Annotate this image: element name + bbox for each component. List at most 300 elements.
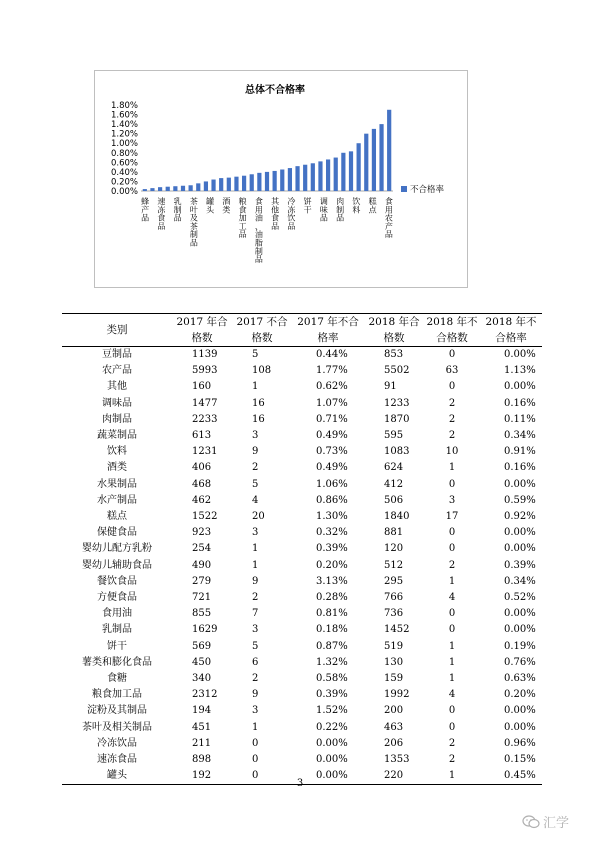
value-cell: 1233 xyxy=(384,397,410,409)
bar xyxy=(204,181,208,191)
table-row xyxy=(62,444,542,460)
column-header-line: 类别 xyxy=(106,324,128,336)
column-header xyxy=(62,314,172,347)
value-cell: 1.32% xyxy=(316,656,348,668)
bar xyxy=(357,143,361,191)
value-cell: 0.91% xyxy=(504,446,536,458)
table-row xyxy=(62,412,542,428)
category-label: 饮料 xyxy=(352,197,361,215)
bar xyxy=(318,161,322,191)
value-cell: 63 xyxy=(445,365,459,377)
bar xyxy=(311,163,315,191)
y-tick-label: 0.80% xyxy=(110,148,138,159)
bar xyxy=(166,187,170,191)
value-cell: 1 xyxy=(448,640,456,652)
value-cell: 1.07% xyxy=(316,397,348,409)
category-cell: 乳制品 xyxy=(102,624,132,636)
value-cell: 0 xyxy=(448,478,456,490)
value-cell: 450 xyxy=(192,656,212,668)
value-cell: 0 xyxy=(252,754,259,766)
value-cell: 5 xyxy=(252,640,259,652)
legend-swatch xyxy=(401,186,407,192)
value-cell: 923 xyxy=(192,527,212,539)
bar xyxy=(196,183,200,191)
value-cell: 1.77% xyxy=(316,365,348,377)
bar xyxy=(349,151,353,191)
category-cell: 保健食品 xyxy=(97,527,137,539)
bar xyxy=(341,153,345,191)
bar xyxy=(150,188,154,191)
value-cell: 0.00% xyxy=(504,381,536,393)
value-cell: 0.32% xyxy=(316,527,348,539)
column-header-line: 2018 年不 xyxy=(485,316,537,328)
value-cell: 0 xyxy=(448,624,456,636)
category-cell: 水产制品 xyxy=(97,494,137,506)
y-tick-label: 1.60% xyxy=(110,110,138,121)
value-cell: 766 xyxy=(384,592,404,604)
value-cell: 853 xyxy=(384,349,404,360)
category-label: 食用油、油脂制品 xyxy=(254,197,263,265)
category-cell: 其他 xyxy=(107,381,127,393)
value-cell: 206 xyxy=(384,737,404,749)
value-cell: 490 xyxy=(192,559,212,571)
category-cell: 餐饮食品 xyxy=(97,575,137,587)
category-cell: 蔬菜制品 xyxy=(97,430,137,442)
value-cell: 569 xyxy=(192,640,212,652)
value-cell: 0.59% xyxy=(504,494,536,506)
value-cell: 159 xyxy=(384,673,404,685)
value-cell: 0.62% xyxy=(316,381,348,393)
table-row xyxy=(62,720,542,736)
table-row xyxy=(62,493,542,509)
value-cell: 10 xyxy=(445,446,459,458)
value-cell: 1840 xyxy=(384,511,410,523)
bar xyxy=(211,180,215,191)
table-row xyxy=(62,622,542,638)
bar xyxy=(173,186,177,191)
value-cell: 0.00% xyxy=(504,478,536,490)
value-cell: 1.13% xyxy=(504,365,536,377)
category-label: 其他食品 xyxy=(271,197,280,231)
bar xyxy=(334,158,338,191)
bar xyxy=(257,173,261,191)
column-header xyxy=(424,314,480,347)
category-label: 肉制品 xyxy=(336,197,345,223)
category-cell: 糕点 xyxy=(107,511,127,523)
table-row xyxy=(62,558,542,574)
bar xyxy=(280,170,284,192)
category-cell: 饼干 xyxy=(107,640,127,652)
category-label: 饼干 xyxy=(303,197,312,215)
value-cell: 254 xyxy=(192,543,212,555)
value-cell: 0.63% xyxy=(504,673,536,685)
category-label: 乳制品 xyxy=(173,197,182,223)
value-cell: 1139 xyxy=(192,349,218,360)
bar xyxy=(387,110,391,191)
value-cell: 130 xyxy=(384,656,404,668)
value-cell: 4 xyxy=(448,689,456,701)
value-cell: 0.15% xyxy=(504,754,536,766)
y-tick-label: 0.20% xyxy=(110,177,138,188)
value-cell: 736 xyxy=(384,608,404,620)
value-cell: 7 xyxy=(252,608,259,620)
value-cell: 506 xyxy=(384,494,404,506)
bar xyxy=(326,159,330,191)
table-row xyxy=(62,525,542,541)
value-cell: 1477 xyxy=(192,397,218,409)
value-cell: 0.00% xyxy=(504,608,536,620)
value-cell: 120 xyxy=(384,543,404,555)
table-row xyxy=(62,574,542,590)
category-cell: 饮料 xyxy=(107,446,127,458)
value-cell: 295 xyxy=(384,575,404,587)
value-cell: 412 xyxy=(384,478,404,490)
value-cell: 16 xyxy=(252,397,265,409)
value-cell: 3 xyxy=(252,527,259,539)
table-row xyxy=(62,509,542,525)
value-cell: 0 xyxy=(448,527,456,539)
value-cell: 192 xyxy=(172,768,232,785)
category-label: 冷冻饮品 xyxy=(287,197,296,231)
watermark xyxy=(522,812,569,831)
value-cell: 0.34% xyxy=(504,430,536,442)
value-cell: 0.39% xyxy=(504,559,536,571)
category-cell: 食用油 xyxy=(102,608,132,620)
value-cell: 624 xyxy=(384,462,404,474)
value-cell: 1 xyxy=(448,656,456,668)
value-cell: 1.06% xyxy=(316,478,348,490)
value-cell: 1 xyxy=(252,381,259,393)
bar xyxy=(219,178,223,191)
value-cell: 2 xyxy=(448,737,456,749)
table-row xyxy=(62,639,542,655)
value-cell: 9 xyxy=(252,689,259,701)
value-cell: 462 xyxy=(192,494,212,506)
value-cell: 2 xyxy=(448,430,456,442)
value-cell: 0.00% xyxy=(316,754,348,766)
table-row xyxy=(62,477,542,493)
value-cell: 1629 xyxy=(192,624,218,636)
value-cell: 5502 xyxy=(384,365,410,377)
category-cell: 速冻食品 xyxy=(97,754,137,766)
value-cell: 0.00% xyxy=(504,349,536,360)
table-header-row xyxy=(62,314,542,347)
category-cell: 淀粉及其制品 xyxy=(87,705,147,717)
category-label: 糕点 xyxy=(368,197,377,215)
value-cell: 0.16% xyxy=(504,397,536,409)
value-cell: 0.11% xyxy=(504,413,536,425)
value-cell: 9 xyxy=(252,575,259,587)
value-cell: 160 xyxy=(192,381,212,393)
category-cell: 茶叶及相关制品 xyxy=(82,721,152,733)
category-label: 罐头 xyxy=(206,197,215,215)
bar xyxy=(372,129,376,191)
value-cell: 0.58% xyxy=(316,673,348,685)
category-cell: 冷冻饮品 xyxy=(97,737,137,749)
column-header xyxy=(232,314,292,347)
value-cell: 0.28% xyxy=(316,592,348,604)
value-cell: 0.00% xyxy=(292,768,364,785)
value-cell: 0.39% xyxy=(316,689,348,701)
value-cell: 1992 xyxy=(384,689,410,701)
bar-chart xyxy=(95,71,469,289)
bar xyxy=(288,168,292,191)
value-cell: 3.13% xyxy=(316,575,348,587)
column-header xyxy=(172,314,232,347)
value-cell: 451 xyxy=(192,721,212,733)
value-cell: 0.00% xyxy=(504,543,536,555)
value-cell: 3 xyxy=(252,430,259,442)
column-header-line: 合格率 xyxy=(495,332,527,344)
column-header-line: 2018 年合 xyxy=(368,316,420,328)
bar xyxy=(234,177,238,191)
bar xyxy=(273,171,277,191)
y-tick-label: 1.20% xyxy=(110,129,138,140)
category-cell: 水果制品 xyxy=(97,478,137,490)
value-cell: 0.00% xyxy=(504,721,536,733)
table-row xyxy=(62,396,542,412)
bar xyxy=(379,124,383,191)
value-cell: 0.19% xyxy=(504,640,536,652)
column-header xyxy=(364,314,424,347)
value-cell: 0.52% xyxy=(504,592,536,604)
table-row xyxy=(62,460,542,476)
data-table xyxy=(62,313,542,785)
value-cell: 2 xyxy=(252,462,259,474)
value-cell: 17 xyxy=(445,511,459,523)
value-cell: 0 xyxy=(448,381,456,393)
value-cell: 0 xyxy=(448,721,456,733)
column-header xyxy=(292,314,364,347)
bar xyxy=(265,172,269,191)
value-cell: 0.87% xyxy=(316,640,348,652)
value-cell: 0.39% xyxy=(316,543,348,555)
value-cell: 211 xyxy=(192,737,212,749)
table-row xyxy=(62,687,542,703)
value-cell: 0.20% xyxy=(316,559,348,571)
value-cell: 0.00% xyxy=(316,737,348,749)
category-label: 调味品 xyxy=(319,197,328,223)
value-cell: 468 xyxy=(192,478,212,490)
value-cell: 1 xyxy=(424,768,480,785)
value-cell: 0.96% xyxy=(504,737,536,749)
category-cell: 罐头 xyxy=(62,768,172,785)
category-cell: 薯类和膨化食品 xyxy=(82,656,152,668)
value-cell: 0.71% xyxy=(316,413,348,425)
value-cell: 406 xyxy=(192,462,212,474)
value-cell: 0 xyxy=(448,543,456,555)
value-cell: 0.45% xyxy=(480,768,542,785)
value-cell: 519 xyxy=(384,640,404,652)
category-cell: 农产品 xyxy=(102,365,132,377)
value-cell: 16 xyxy=(252,413,265,425)
value-cell: 2 xyxy=(448,397,456,409)
category-cell: 食糖 xyxy=(107,673,127,685)
value-cell: 4 xyxy=(448,592,456,604)
bar xyxy=(158,187,162,191)
value-cell: 2 xyxy=(448,413,456,425)
category-cell: 方便食品 xyxy=(97,592,137,604)
bar xyxy=(364,134,368,191)
value-cell: 1 xyxy=(252,721,259,733)
value-cell: 721 xyxy=(192,592,212,604)
value-cell: 0.76% xyxy=(504,656,536,668)
bar xyxy=(189,185,193,191)
value-cell: 0.49% xyxy=(316,462,348,474)
category-label: 茶叶及茶制品 xyxy=(189,197,198,248)
table-row xyxy=(62,590,542,606)
category-label: 速冻食品 xyxy=(157,197,166,231)
value-cell: 1 xyxy=(448,575,456,587)
table-row xyxy=(62,363,542,379)
table-row xyxy=(62,655,542,671)
column-header-line: 合格数 xyxy=(436,332,468,344)
value-cell: 2 xyxy=(252,592,259,604)
data-table-wrap xyxy=(62,313,542,785)
bar xyxy=(250,174,254,191)
value-cell: 1231 xyxy=(192,446,218,458)
category-label: 粮食加工品 xyxy=(238,197,247,240)
bar xyxy=(295,166,299,191)
value-cell: 9 xyxy=(252,446,259,458)
table-row xyxy=(62,752,542,768)
value-cell: 220 xyxy=(364,768,424,785)
wechat-icon xyxy=(522,815,540,829)
category-cell: 酒类 xyxy=(107,462,127,474)
value-cell: 0 xyxy=(448,705,456,717)
column-header xyxy=(480,314,542,347)
y-tick-label: 1.40% xyxy=(110,120,138,131)
value-cell: 0 xyxy=(232,768,292,785)
value-cell: 0.81% xyxy=(316,608,348,620)
table-row xyxy=(62,428,542,444)
value-cell: 5 xyxy=(252,349,259,360)
value-cell: 2 xyxy=(448,559,456,571)
column-header-line: 2017 不合 xyxy=(236,316,288,328)
value-cell: 595 xyxy=(384,430,404,442)
category-label: 食用农产品 xyxy=(384,197,393,240)
column-header-line: 2017 年不合 xyxy=(297,316,359,328)
column-header-line: 格数 xyxy=(191,332,213,344)
value-cell: 0.34% xyxy=(504,575,536,587)
value-cell: 0 xyxy=(448,608,456,620)
value-cell: 0.16% xyxy=(504,462,536,474)
value-cell: 2312 xyxy=(192,689,218,701)
value-cell: 898 xyxy=(192,754,212,766)
value-cell: 194 xyxy=(192,705,212,717)
value-cell: 0.00% xyxy=(504,705,536,717)
value-cell: 4 xyxy=(252,494,259,506)
value-cell: 0 xyxy=(448,349,456,360)
value-cell: 1 xyxy=(252,559,259,571)
value-cell: 1 xyxy=(448,673,456,685)
legend-label: 不合格率 xyxy=(410,185,445,195)
chart-title: 总体不合格率 xyxy=(245,85,305,96)
bar xyxy=(181,186,185,191)
y-tick-label: 0.60% xyxy=(110,158,138,169)
column-header-line: 格数 xyxy=(383,332,405,344)
table-row xyxy=(62,347,542,364)
column-header-line: 2018 年不 xyxy=(426,316,478,328)
value-cell: 613 xyxy=(192,430,212,442)
table-row xyxy=(62,541,542,557)
value-cell: 108 xyxy=(252,365,272,377)
category-cell: 粮食加工品 xyxy=(92,689,142,701)
value-cell: 0.44% xyxy=(316,349,348,360)
value-cell: 0.00% xyxy=(504,527,536,539)
value-cell: 3 xyxy=(252,624,259,636)
value-cell: 881 xyxy=(384,527,404,539)
y-tick-label: 1.80% xyxy=(110,101,138,111)
value-cell: 279 xyxy=(192,575,212,587)
bar xyxy=(143,189,147,191)
value-cell: 463 xyxy=(384,721,404,733)
value-cell: 512 xyxy=(384,559,404,571)
value-cell: 200 xyxy=(384,705,404,717)
value-cell: 1870 xyxy=(384,413,410,425)
value-cell: 1522 xyxy=(192,511,218,523)
watermark-text: 汇学 xyxy=(543,816,570,831)
value-cell: 0.49% xyxy=(316,430,348,442)
bar xyxy=(303,165,307,191)
value-cell: 3 xyxy=(448,494,456,506)
value-cell: 0.92% xyxy=(504,511,536,523)
value-cell: 340 xyxy=(192,673,212,685)
value-cell: 855 xyxy=(192,608,212,620)
value-cell: 2233 xyxy=(192,413,218,425)
bar xyxy=(227,178,231,191)
category-cell: 调味品 xyxy=(102,397,132,409)
value-cell: 0.20% xyxy=(504,689,536,701)
category-cell: 肉制品 xyxy=(102,413,132,425)
table-row xyxy=(62,379,542,395)
value-cell: 1452 xyxy=(384,624,410,636)
column-header-line: 格数 xyxy=(251,332,273,344)
chart-frame xyxy=(94,70,468,288)
category-label: 蜂产品 xyxy=(141,197,150,223)
value-cell: 5 xyxy=(252,478,259,490)
table-row xyxy=(62,671,542,687)
column-header-line: 格率 xyxy=(317,332,339,344)
value-cell: 20 xyxy=(252,511,265,523)
table-row xyxy=(62,703,542,719)
value-cell: 91 xyxy=(384,381,397,393)
y-tick-label: 0.40% xyxy=(110,167,138,178)
value-cell: 1083 xyxy=(384,446,410,458)
table-row xyxy=(62,606,542,622)
value-cell: 3 xyxy=(252,705,259,717)
value-cell: 0.22% xyxy=(316,721,348,733)
category-cell: 豆制品 xyxy=(102,349,132,360)
value-cell: 6 xyxy=(252,656,259,668)
value-cell: 1 xyxy=(252,543,259,555)
category-cell: 婴幼儿辅助食品 xyxy=(82,559,152,571)
page-number: 3 xyxy=(296,778,304,789)
value-cell: 2 xyxy=(252,673,259,685)
category-label: 酒类 xyxy=(222,197,231,215)
value-cell: 1 xyxy=(448,462,456,474)
value-cell: 0.18% xyxy=(316,624,348,636)
value-cell: 1.30% xyxy=(316,511,348,523)
bar xyxy=(242,176,246,191)
value-cell: 1.52% xyxy=(316,705,348,717)
y-tick-label: 1.00% xyxy=(110,139,138,150)
category-cell: 婴幼儿配方乳粉 xyxy=(82,543,152,555)
value-cell: 1353 xyxy=(384,754,410,766)
value-cell: 5993 xyxy=(192,365,218,377)
value-cell: 0.73% xyxy=(316,446,348,458)
value-cell: 0 xyxy=(252,737,259,749)
